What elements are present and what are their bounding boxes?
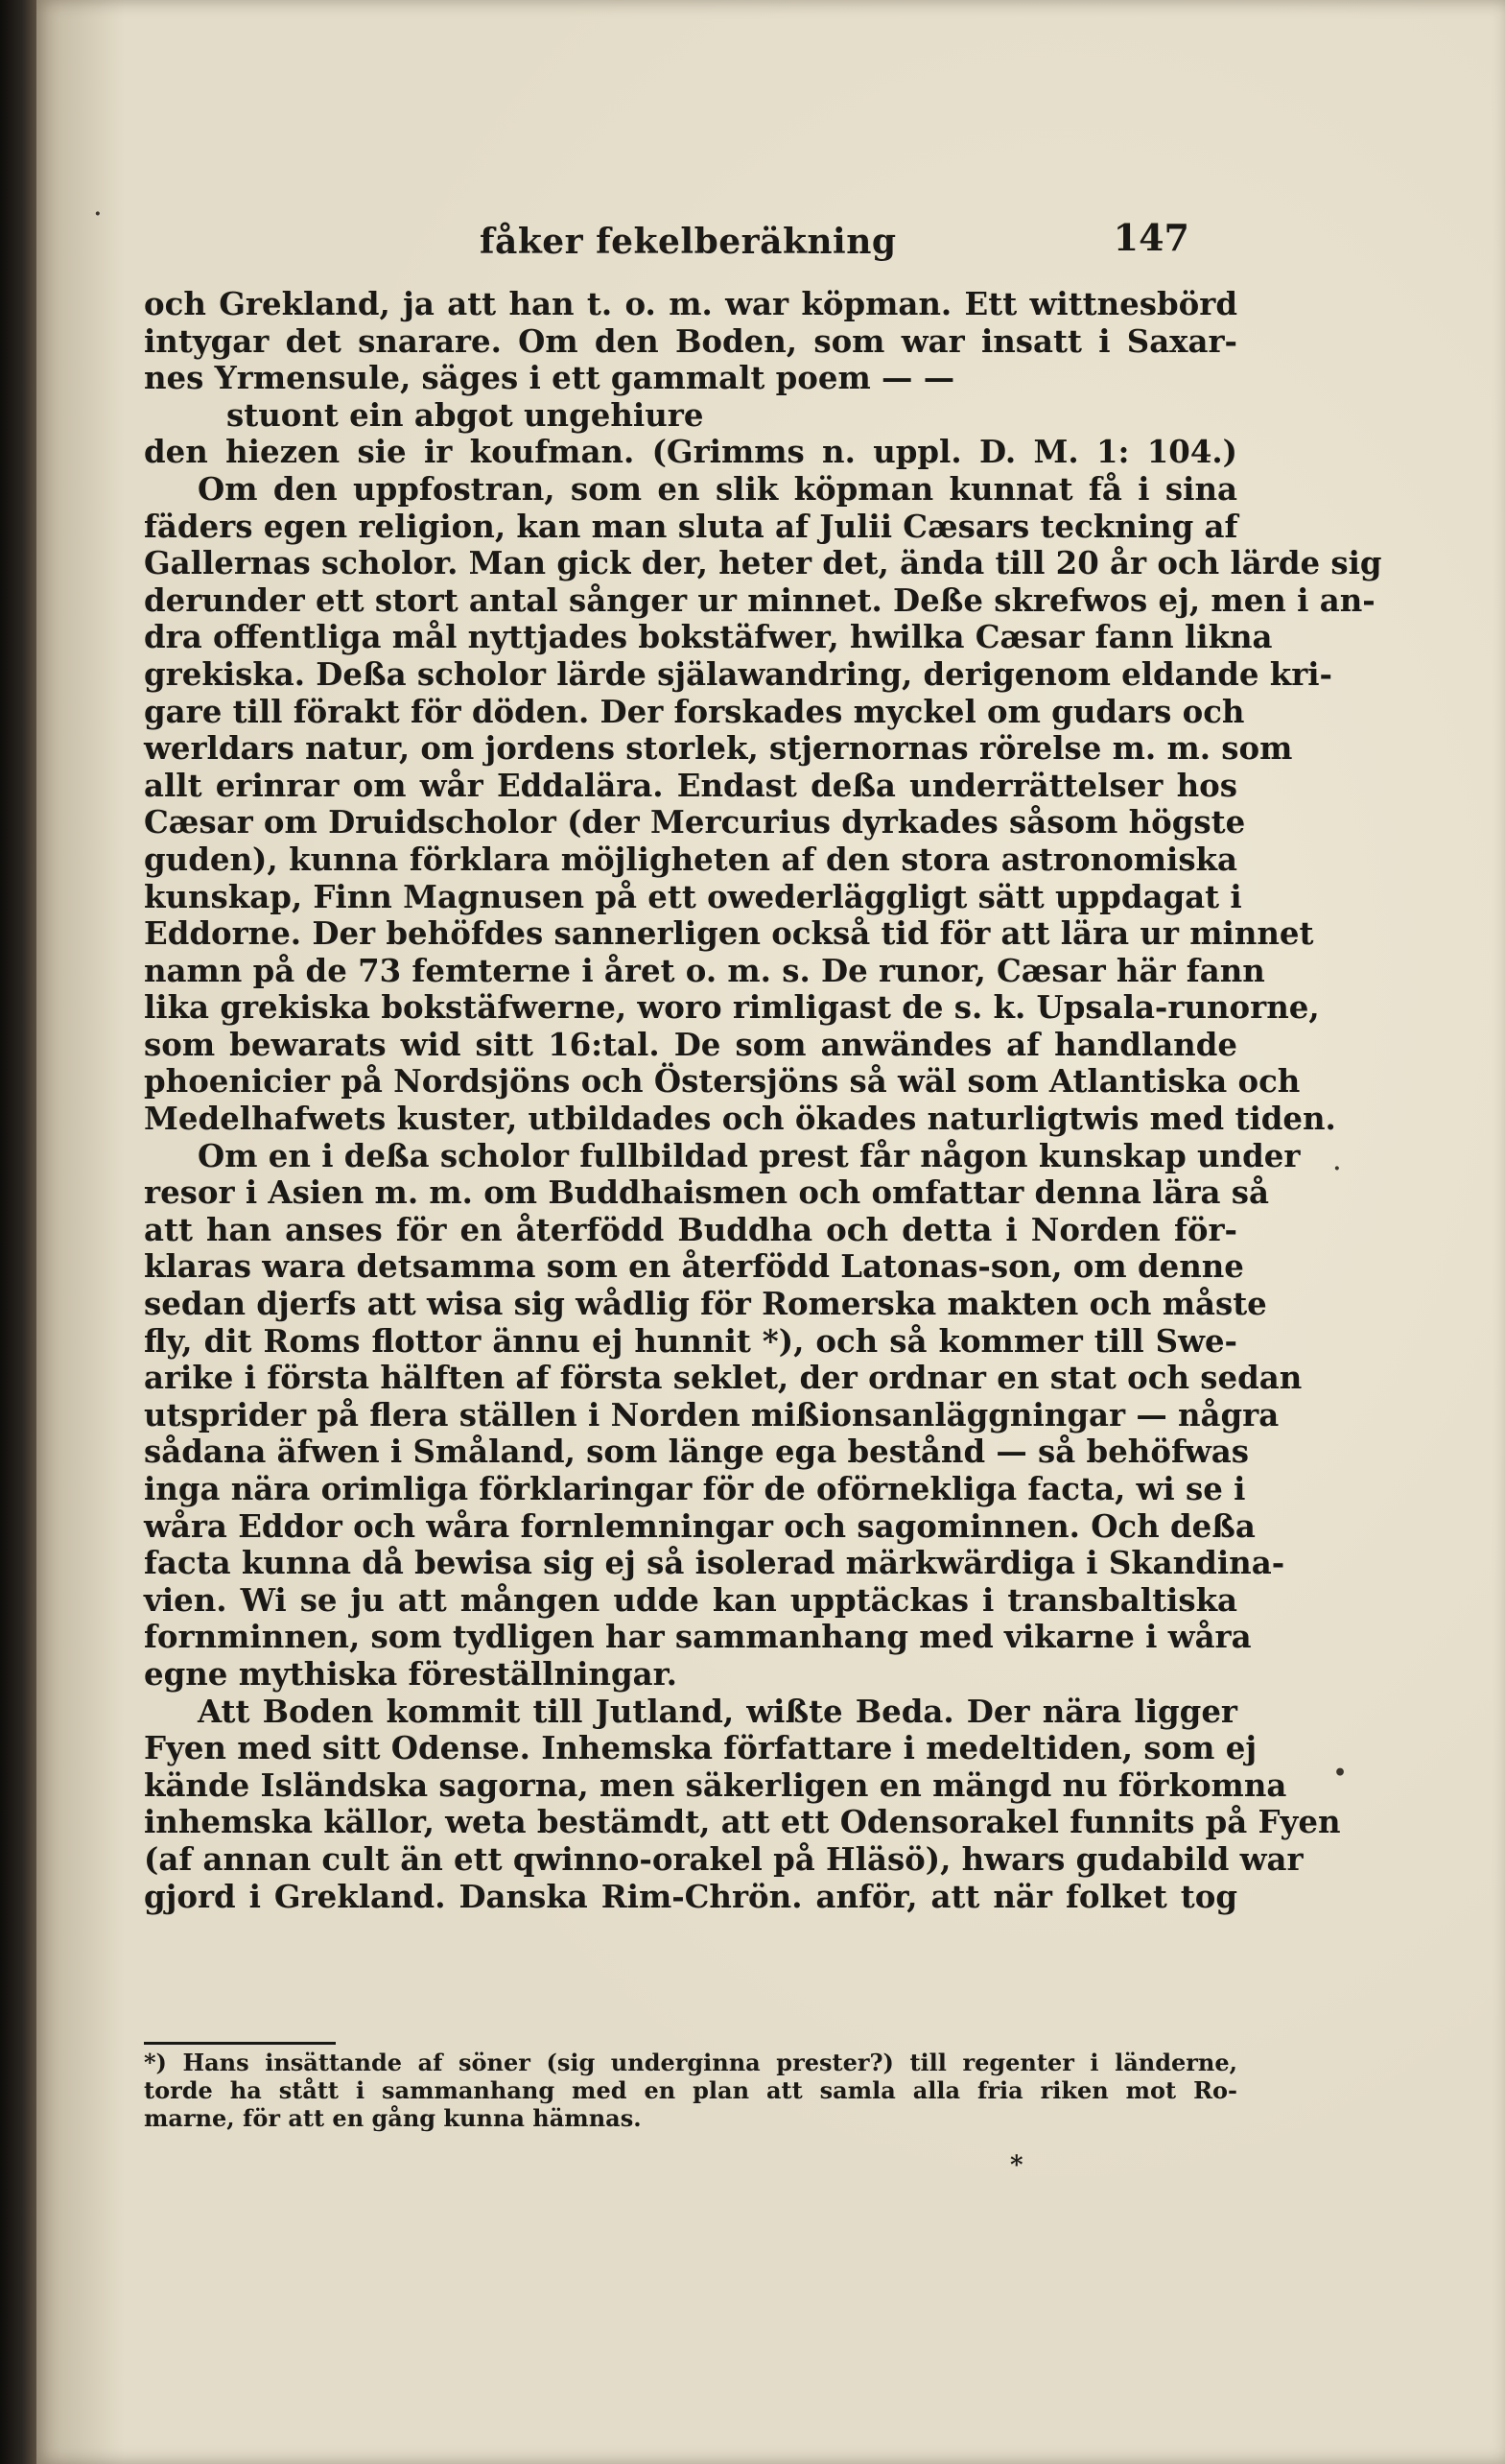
text-line: som bewarats wid sitt 16:tal. De som anwändes af handlande	[144, 1026, 1237, 1063]
text-line: vien. Wi se ju att mången udde kan upptäckas i transbaltiska	[144, 1581, 1237, 1619]
text-line: nes Yrmensule, säges i ett gammalt poem — —	[144, 360, 955, 397]
page-header	[230, 216, 1189, 273]
paragraph-start-line: Om en i deßa scholor fullbildad prest får någon kunskap under	[198, 1137, 1301, 1174]
quote-line: stuont ein abgot ungehiure	[226, 396, 704, 434]
footnote-line: torde ha stått i sammanhang med en plan att samla alla fria riken mot Ro-	[144, 2076, 1237, 2104]
text-line: Cæsar om Druidscholor (der Mercurius dyrkades såsom högste	[144, 804, 1246, 841]
running-head: fåker fekelberäkning	[480, 222, 897, 262]
footnote-line: *) Hans insättande af söner (sig underginna prester?) till regenter i länderne,	[144, 2049, 1237, 2076]
text-line: wåra Eddor och wåra fornlemningar och sagominnen. Och deßa	[144, 1507, 1256, 1545]
text-line: gare till förakt för döden. Der forskades myckel om gudars och	[144, 693, 1245, 730]
footnote-line: marne, för att en gång kunna hämnas.	[144, 2104, 642, 2132]
footnote-rule	[144, 2042, 336, 2045]
text-line: arike i första hälften af första seklet, der ordnar en stat och sedan	[144, 1360, 1303, 1397]
text-line: lika grekiska bokstäfwerne, woro rimligast de s. k. Upsala-runorne,	[144, 989, 1320, 1027]
text-line: Eddorne. Der behöfdes sannerligen också tid för att lära ur minnet	[144, 915, 1314, 953]
paragraph-start-line: Att Boden kommit till Jutland, wißte Beda. Der nära ligger	[198, 1693, 1237, 1730]
text-line: utsprider på flera ställen i Norden mißionsanläggningar — några	[144, 1396, 1280, 1433]
text-line: och Grekland, ja att han t. o. m. war köpman. Ett wittnesbörd	[144, 286, 1237, 322]
text-line: allt erinrar om wår Eddalära. Endast deßa underrättelser hos	[144, 767, 1237, 804]
text-line: facta kunna då bewisa sig ej så isolerad märkwärdiga i Skandina-	[144, 1545, 1285, 1582]
page-blemish: ·	[94, 201, 102, 226]
text-line: inhemska källor, weta bestämdt, att ett Odensorakel funnits på Fyen	[144, 1804, 1341, 1841]
text-line: kände Isländska sagorna, men säkerligen en mängd nu förkomna	[144, 1766, 1287, 1804]
text-line: Medelhafwets kuster, utbildades och ökades naturligtwis med tiden.	[144, 1101, 1336, 1138]
text-line: att han anses för en återfödd Buddha och detta i Norden för-	[144, 1211, 1237, 1248]
text-line: fly, dit Roms flottor ännu ej hunnit *), och så kommer till Swe-	[144, 1322, 1237, 1360]
text-line: inga nära orimliga förklaringar för de oförnekliga facta, wi se i	[144, 1471, 1246, 1507]
text-line: phoenicier på Nordsjöns och Östersjöns så wäl som Atlantiska och	[144, 1063, 1301, 1101]
book-binding-edge	[0, 0, 36, 2464]
text-line: klaras wara detsamma som en återfödd Latonas-son, om denne	[144, 1248, 1244, 1286]
text-line: egne mythiska föreställningar.	[144, 1655, 677, 1693]
text-line: fornminnen, som tydligen har sammanhang med vikarne i wåra	[144, 1619, 1252, 1656]
text-line: werldars natur, om jordens storlek, stjernornas rörelse m. m. som	[144, 730, 1293, 768]
text-line: Fyen med sitt Odense. Inhemska författare i medeltiden, som ej	[144, 1730, 1258, 1767]
footnote	[144, 2049, 1237, 2132]
page-blemish: ·	[1333, 1156, 1341, 1181]
text-line: (af annan cult än ett qwinno-orakel på Hläsö), hwars gudabild war	[144, 1840, 1304, 1878]
page-number: 147	[1113, 216, 1189, 259]
text-line: Gallernas scholor. Man gick der, heter det, ända till 20 år och lärde sig	[144, 545, 1382, 582]
text-line: fäders egen religion, kan man sluta af Julii Cæsars teckning af	[144, 508, 1238, 545]
text-line: intygar det snarare. Om den Boden, som war insatt i Saxar-	[144, 322, 1237, 360]
text-line: gjord i Grekland. Danska Rim-Chrön. anför, att när folket tog	[144, 1878, 1237, 1915]
text-line: den hiezen sie ir koufman. (Grimms n. uppl. D. M. 1: 104.)	[144, 434, 1237, 471]
text-line: dra offentliga mål nyttjades bokstäfwer, hwilka Cæsar fann likna	[144, 619, 1273, 656]
text-line: grekiska. Deßa scholor lärde själawandring, derigenom eldande kri-	[144, 655, 1333, 693]
text-line: sedan djerfs att wisa sig wådlig för Romerska makten och måste	[144, 1286, 1267, 1323]
paragraph-start-line: Om den uppfostran, som en slik köpman kunnat få i sina	[198, 470, 1237, 508]
text-line: sådana äfwen i Småland, som länge ega bestånd — så behöfwas	[144, 1433, 1250, 1471]
signature-mark: *	[1010, 2151, 1023, 2180]
body-text	[144, 286, 1382, 1915]
text-line: guden), kunna förklara möjligheten af den stora astronomiska	[144, 841, 1237, 878]
text-line: derunder ett stort antal sånger ur minnet. Deße skrefwos ej, men i an-	[144, 581, 1376, 619]
text-line: namn på de 73 femterne i året o. m. s. De runor, Cæsar här fann	[144, 952, 1265, 989]
page-blemish: •	[1333, 1761, 1348, 1786]
text-line: resor i Asien m. m. om Buddhaismen och omfattar denna lära så	[144, 1174, 1270, 1212]
text-line: kunskap, Finn Magnusen på ett owederläggligt sätt uppdagat i	[144, 878, 1242, 915]
